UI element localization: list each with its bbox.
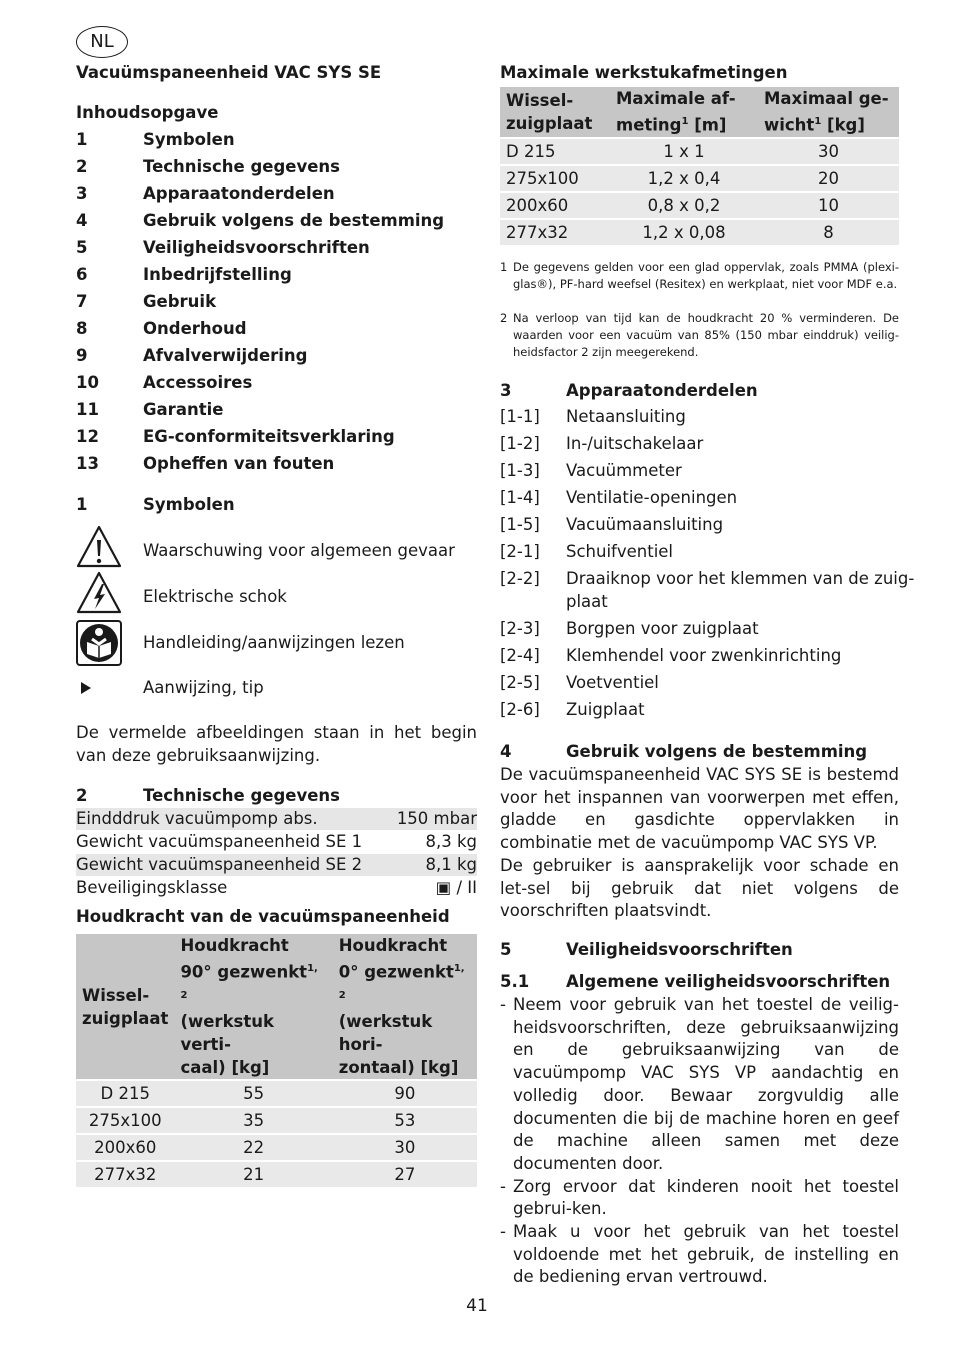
list-item [500, 1221, 899, 1289]
electric-shock-icon [76, 570, 122, 616]
list-item [500, 1176, 899, 1221]
footnote-ref: 1, 2 [338, 963, 465, 1001]
cell-weight: 8 [758, 219, 899, 245]
toc-label: Accessoires [143, 373, 253, 392]
spec-value: 8,3 kg [425, 832, 477, 851]
cell-90: 55 [174, 1080, 332, 1107]
cell-plate: 277x32 [76, 1161, 174, 1187]
cell-0: 90 [333, 1080, 477, 1107]
toc-num: 3 [76, 184, 88, 203]
bullet-text: Neem voor gebruik van het toestel de veilig-heidsvoorschriften, deze gebruiksaanwijzing en de gebruiksaanwijzing van de vacuümpomp VAC SYS VP aandachtig en volledig door. Bewaar zorgvuldig alle documenten die bij de machine horen en geef de machine alleen samen met deze documenten door. [513, 995, 899, 1173]
table-row [500, 165, 899, 192]
warning-triangle-icon [76, 524, 122, 570]
symbol-label: Aanwijzing, tip [143, 678, 264, 697]
col-header-0 [333, 934, 477, 1080]
spec-value: 8,1 kg [425, 855, 477, 874]
arrow-tip-icon [80, 681, 92, 695]
part-label: Netaansluiting [566, 407, 686, 426]
section-num: 5 [500, 940, 512, 959]
spec-label: Gewicht vacuümspaneenheid SE 1 [76, 832, 363, 851]
toc-label: Onderhoud [143, 319, 247, 338]
cell-dimension: 1 x 1 [610, 138, 758, 165]
section-title: Veiligheidsvoorschriften [566, 940, 793, 959]
section-num: 5.1 [500, 972, 530, 991]
usage-text [500, 764, 899, 923]
part-label: Voetventiel [566, 673, 659, 692]
col-header-plate: Wissel- zuigplaat [500, 87, 610, 138]
toc-label: Opheffen van fouten [143, 454, 335, 473]
footnote-number: 2 [500, 311, 508, 325]
toc-label: Inbedrijfstelling [143, 265, 292, 284]
table-header-row [76, 934, 477, 1080]
col-header-90 [174, 934, 332, 1080]
figures-note: De vermelde afbeeldingen staan in het begin van deze gebruiksaanwijzing. [76, 723, 477, 765]
bullet-dash: - [500, 1222, 506, 1242]
part-label: Vacuümaansluiting [566, 515, 724, 534]
part-ref: [1-5] [500, 515, 540, 534]
spec-value: ▣ / II [435, 878, 477, 897]
holding-force-table [76, 934, 477, 1187]
footnote [500, 259, 899, 293]
footnote-ref: 1 [681, 116, 689, 127]
toc-num: 4 [76, 211, 88, 230]
symbol-row [76, 676, 477, 722]
part-label: Borgpen voor zuigplaat [566, 619, 759, 638]
section-num: 2 [76, 786, 88, 805]
toc-label: Apparaatonderdelen [143, 184, 335, 203]
spec-row [76, 854, 477, 876]
cell-plate: 275x100 [500, 165, 610, 192]
toc-label: Veiligheidsvoorschriften [143, 238, 370, 257]
part-label: In-/uitschakelaar [566, 434, 704, 453]
toc-num: 10 [76, 373, 99, 392]
document-title: Vacuümspaneenheid VAC SYS SE [76, 63, 382, 82]
header-line: Houdkracht [338, 936, 448, 955]
cell-plate: D 215 [76, 1080, 174, 1107]
toc-label: Technische gegevens [143, 157, 340, 176]
bullet-text: Zorg ervoor dat kinderen nooit het toestel gebrui-ken. [513, 1176, 899, 1219]
col-header-dimension [610, 87, 758, 138]
bullet-dash: - [500, 995, 506, 1014]
cell-dimension: 1,2 x 0,4 [610, 165, 758, 192]
toc-num: 8 [76, 319, 88, 338]
toc-label: Afvalverwijdering [143, 346, 308, 365]
symbol-row [76, 620, 477, 666]
section-num: 4 [500, 742, 512, 761]
cell-90: 22 [174, 1134, 332, 1161]
spec-value: 150 mbar [396, 809, 477, 828]
spec-row [76, 808, 477, 830]
symbol-row [76, 524, 477, 570]
footnote-ref: 1, 2 [180, 963, 318, 1001]
spec-label: Eindddruk vacuümpomp abs. [76, 809, 318, 828]
cell-plate: 200x60 [500, 192, 610, 219]
footnote-ref: 1 [814, 116, 822, 127]
header-line: [m] [688, 115, 727, 135]
cell-weight: 20 [758, 165, 899, 192]
header-line: (werkstuk verti- caal) [kg] [180, 1012, 274, 1077]
section-title: Symbolen [143, 495, 235, 514]
cell-0: 27 [333, 1161, 477, 1187]
toc-num: 2 [76, 157, 88, 176]
cell-plate: 275x100 [76, 1107, 174, 1134]
toc-label: EG-conformiteitsverklaring [143, 427, 395, 446]
header-line: Maximale af- [616, 89, 736, 108]
read-manual-icon [76, 620, 122, 666]
cell-90: 35 [174, 1107, 332, 1134]
toc-num: 7 [76, 292, 88, 311]
toc-label: Garantie [143, 400, 224, 419]
cell-weight: 30 [758, 138, 899, 165]
footnote [500, 310, 899, 361]
part-ref: [1-1] [500, 407, 540, 426]
bullet-text: Maak u voor het gebruik van het toestel voldoende met het gebruik, de instelling en de bediening ervan vertrouwd. [513, 1222, 899, 1287]
header-line: meting [616, 115, 682, 135]
language-badge: NL [76, 26, 128, 58]
header-line: wicht [764, 115, 815, 135]
toc-num: 9 [76, 346, 88, 365]
section-title: Gebruik volgens de bestemming [566, 742, 868, 761]
toc-heading: Inhoudsopgave [76, 103, 219, 122]
toc-num: 5 [76, 238, 88, 257]
table-row [500, 219, 899, 245]
cell-dimension: 0,8 x 0,2 [610, 192, 758, 219]
cell-plate: D 215 [500, 138, 610, 165]
section-title: Algemene veiligheidsvoorschriften [566, 972, 891, 991]
section-title: Technische gegevens [143, 786, 340, 805]
spec-row [76, 831, 477, 853]
part-ref: [2-1] [500, 542, 540, 561]
symbol-label: Waarschuwing voor algemeen gevaar [143, 541, 455, 560]
cell-plate: 200x60 [76, 1134, 174, 1161]
paragraph: De vacuümspaneenheid VAC SYS SE is bestemd voor het inspannen van voorwerpen met effen, gladde en gasdichte oppervlakken in combinatie met de vacuümpomp VAC SYS VP. [500, 765, 899, 853]
part-ref: [2-3] [500, 619, 540, 638]
toc-num: 6 [76, 265, 88, 284]
footnote-number: 1 [500, 260, 508, 274]
toc-label: Gebruik [143, 292, 217, 311]
part-ref: [2-6] [500, 700, 540, 719]
toc-num: 13 [76, 454, 99, 473]
header-line: 0° gezwenkt [338, 962, 454, 982]
list-item [500, 994, 899, 1176]
spec-row [76, 877, 477, 899]
col-header-weight [758, 87, 899, 138]
cell-90: 21 [174, 1161, 332, 1187]
toc-label: Symbolen [143, 130, 235, 149]
max-dimensions-heading: Maximale werkstukafmetingen [500, 63, 788, 82]
header-line: Maximaal ge- [764, 89, 889, 108]
part-ref: [1-3] [500, 461, 540, 480]
cell-weight: 10 [758, 192, 899, 219]
toc-num: 11 [76, 400, 99, 419]
bullet-dash: - [500, 1176, 506, 1196]
table-row [76, 1080, 477, 1107]
holding-force-heading: Houdkracht van de vacuümspaneenheid [76, 907, 450, 926]
part-label: Vacuümmeter [566, 461, 682, 480]
section-title: Apparaatonderdelen [566, 381, 758, 400]
table-row [76, 1107, 477, 1134]
max-dimensions-table [500, 87, 899, 245]
cell-0: 53 [333, 1107, 477, 1134]
cell-dimension: 1,2 x 0,08 [610, 219, 758, 245]
toc-num: 12 [76, 427, 99, 446]
table-header-row [500, 87, 899, 138]
symbol-row [76, 570, 477, 616]
part-ref: [2-4] [500, 646, 540, 665]
cell-0: 30 [333, 1134, 477, 1161]
symbol-label: Handleiding/aanwijzingen lezen [143, 633, 405, 652]
section-num: 3 [500, 381, 512, 400]
part-ref: [2-2] [500, 569, 540, 588]
symbol-label: Elektrische schok [143, 587, 287, 606]
toc-label: Gebruik volgens de bestemming [143, 211, 445, 230]
part-label: Zuigplaat [566, 700, 645, 719]
part-ref: [1-2] [500, 434, 540, 453]
part-label: Klemhendel voor zwenkinrichting [566, 646, 842, 665]
footnote-text: Na verloop van tijd kan de houdkracht 20 % verminderen. De waarden voor een vacuüm van 85% (150 mbar einddruk) veilig-heidsfactor 2 zijn meegerekend. [513, 311, 899, 359]
table-row [76, 1134, 477, 1161]
header-line: (werkstuk hori- zontaal) [kg] [338, 1012, 459, 1077]
part-label: Schuifventiel [566, 542, 674, 561]
cell-plate: 277x32 [500, 219, 610, 245]
part-label: Ventilatie-openingen [566, 488, 738, 507]
table-row [76, 1161, 477, 1187]
toc-num: 1 [76, 130, 88, 149]
footnote-text: De gegevens gelden voor een glad oppervlak, zoals PMMA (plexi-glas®), PF-hard weefsel (Resitex) en werkplaat, niet voor MDF e.a. [513, 260, 899, 291]
part-label: plaat [566, 592, 608, 611]
header-line: Houdkracht [180, 936, 289, 955]
col-header-plate: Wissel- zuigplaat [76, 934, 174, 1080]
header-line: 90° gezwenkt [180, 962, 308, 982]
part-ref: [1-4] [500, 488, 540, 507]
header-line: [kg] [821, 115, 865, 135]
section-num: 1 [76, 495, 88, 514]
table-row [500, 192, 899, 219]
part-label: Draaiknop voor het klemmen van de zuig- [566, 569, 915, 588]
spec-label: Beveiligingsklasse [76, 878, 228, 897]
page-number: 41 [466, 1296, 488, 1316]
part-ref: [2-5] [500, 673, 540, 692]
safety-bullets [500, 994, 899, 1289]
table-row [500, 138, 899, 165]
spec-label: Gewicht vacuümspaneenheid SE 2 [76, 855, 363, 874]
paragraph: De gebruiker is aansprakelijk voor schade en let-sel bij gebruik dat niet volgens de voorschriften plaatsvindt. [500, 855, 899, 921]
